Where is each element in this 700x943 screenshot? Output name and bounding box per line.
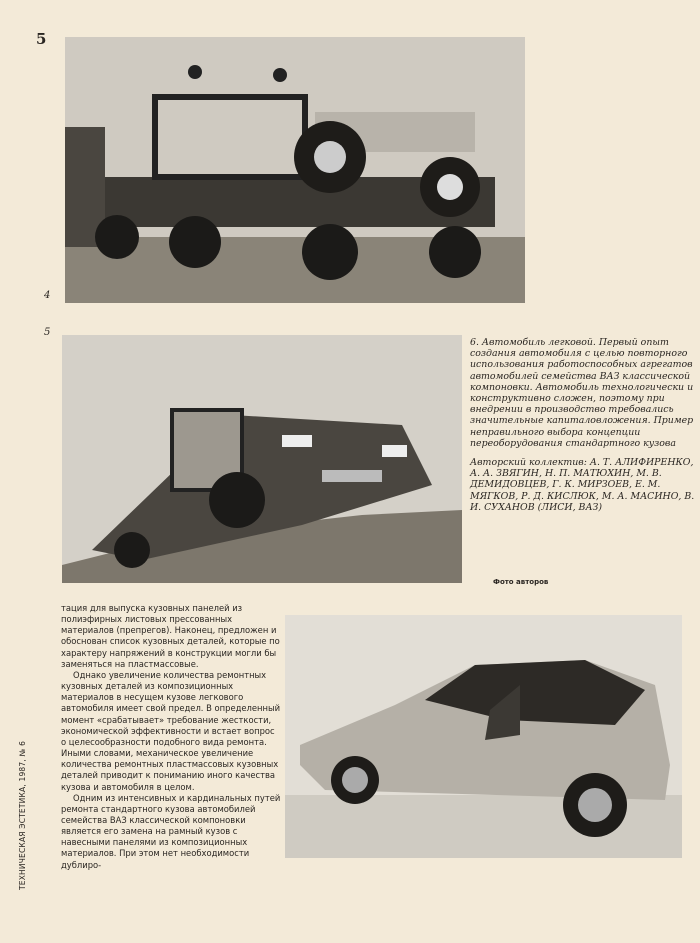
body-paragraph: Однако увеличение количества ремонтных кузовных деталей из композиционных материалов в несущем кузове легкового автомобиля имеет свой предел. В определенный момент «срабатывает» требование жесткости, экономической эффективности и встает вопрос о целесообразности подобного вида ремонта. Иными словами, механическое увеличение количества ремонтных пластмассовых кузовных деталей приводит к пониманию иного качества кузова и автомобиля в целом. — [61, 669, 281, 792]
caption-authors: Авторский коллектив: А. Т. АЛИФИРЕНКО, А. А. ЗВЯГИН, Н. П. МАТЮХИН, М. В. ДЕМИДОВЦЕВ, Г. К. МИРЗОЕВ, Е. М. МЯГКОВ, Р. Д. КИСЛЮК, М. А. МАСИНО, В. И. СУХАНОВ (ЛИСИ, ВАЗ) — [470, 457, 695, 513]
photo-buggy-rear — [65, 37, 525, 303]
body-paragraph: Одним из интенсивных и кардинальных путей ремонта стандартного кузова автомобилей семейства ВАЗ классической компоновки является его замена на рамный кузов с навесными панелями из композиционных материалов. При этом нет необходимости дублиро- — [61, 792, 281, 870]
photo-passenger-car — [285, 615, 682, 858]
photo-credit: Фото авторов — [493, 578, 549, 586]
photo-buggy-front — [62, 335, 462, 583]
figure-caption — [470, 337, 695, 521]
body-paragraph: тация для выпуска кузовных панелей из полиэфирных листовых прессованных материалов (препрегов). Наконец, предложен и обоснован список кузовных деталей, которые по характеру напряжений в конструкции могли бы заменяться на пластмассовые. — [61, 603, 280, 669]
figure-label-5: 5 — [44, 327, 51, 338]
article-body — [61, 603, 281, 871]
running-head: ТЕХНИЧЕСКАЯ ЭСТЕТИКА, 1987, № 6 — [18, 740, 27, 890]
page-number: 5 — [36, 30, 47, 48]
caption-text: 6. Автомобиль легковой. Первый опыт создания автомобиля с целью повторного использования работоспособных агрегатов автомобилей семейства ВАЗ классической компоновки. Автомобиль технологически и конструктивно сложен, поэтому при внедрении в производство требовались значительные капиталовложения. Пример неправильного выбора концепции переоборудования стандартного кузова — [470, 337, 694, 449]
figure-label-4: 4 — [44, 290, 51, 301]
